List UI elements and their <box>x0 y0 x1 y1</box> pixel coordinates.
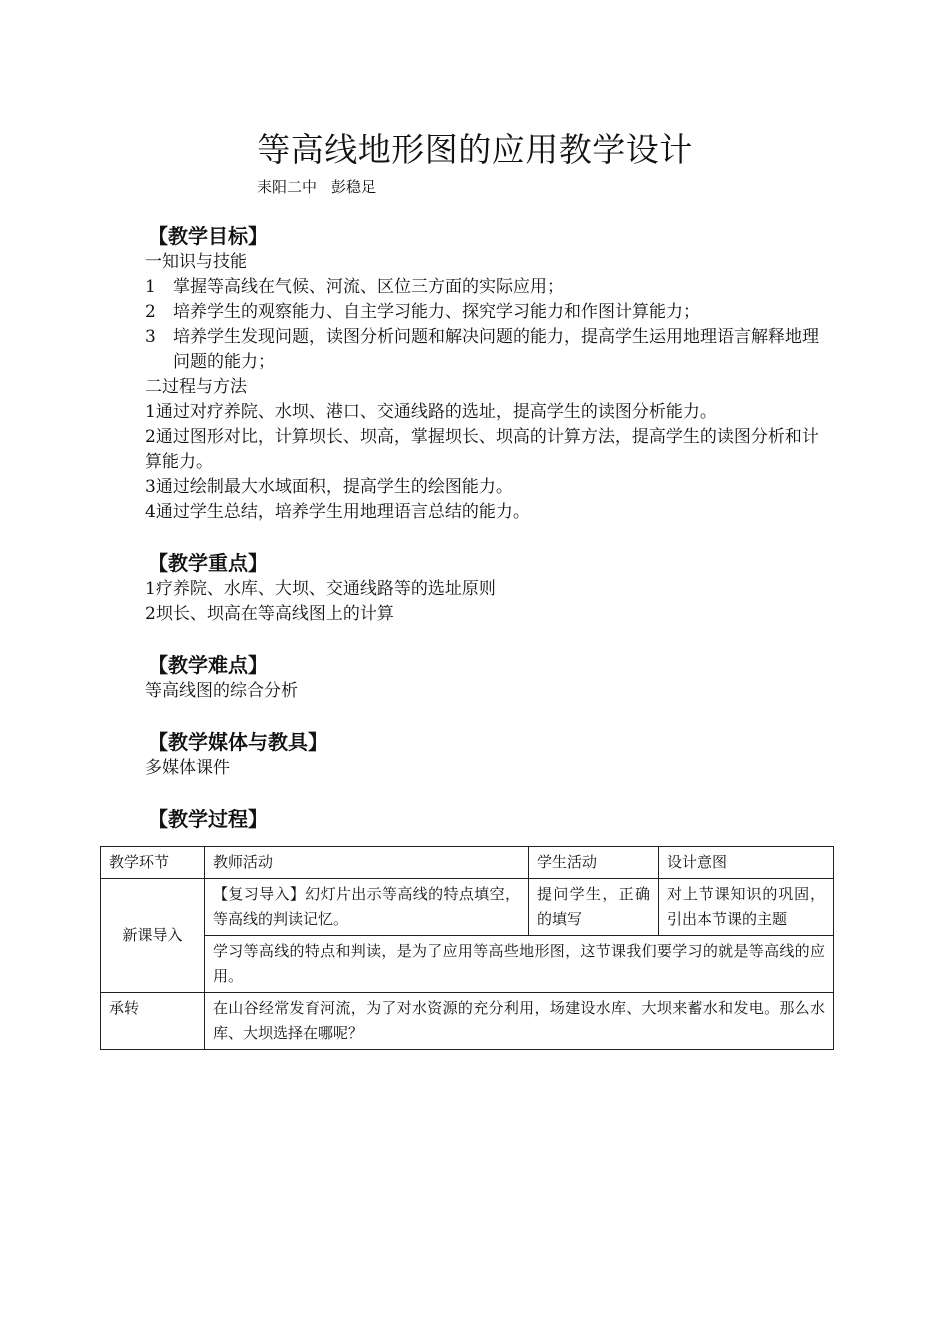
table-header-row <box>101 847 834 879</box>
header-cell-teacher: 教师活动 <box>205 847 529 879</box>
item-text: 培养学生发现问题，读图分析问题和解决问题的能力，提高学生运用地理语言解释地理问题的能力； <box>173 327 819 372</box>
goals-subheading-process: 二过程与方法 <box>145 377 247 397</box>
student-activity-cell: 提问学生，正确的填写 <box>529 879 659 936</box>
keypoints-heading: 【教学重点】 <box>148 551 268 575</box>
media-heading: 【教学媒体与教具】 <box>148 730 328 754</box>
table-row <box>101 936 834 993</box>
header-cell-stage: 教学环节 <box>101 847 205 879</box>
goals-heading: 【教学目标】 <box>148 224 268 248</box>
knowledge-item <box>145 300 825 325</box>
process-item: 3通过绘制最大水域面积，提高学生的绘图能力。 <box>145 477 513 497</box>
item-number: 1 <box>145 277 156 297</box>
stage-cell: 承转 <box>101 993 205 1050</box>
teacher-activity-cell: 【复习导入】幻灯片出示等高线的特点填空，等高线的判读记忆。 <box>205 879 529 936</box>
school-name: 耒阳二中 <box>257 178 318 196</box>
process-heading: 【教学过程】 <box>148 807 268 831</box>
author-line <box>257 176 376 198</box>
merged-cell: 学习等高线的特点和判读，是为了应用等高些地形图，这节课我们要学习的就是等高线的应用。 <box>205 936 834 993</box>
stage-cell: 新课导入 <box>101 879 205 993</box>
knowledge-item <box>145 275 825 300</box>
goals-subheading-knowledge: 一知识与技能 <box>145 252 247 272</box>
item-number: 2 <box>145 302 156 322</box>
item-text: 掌握等高线在气候、河流、区位三方面的实际应用； <box>173 277 564 297</box>
keypoint-item: 2坝长、坝高在等高线图上的计算 <box>145 604 394 624</box>
header-cell-student: 学生活动 <box>529 847 659 879</box>
difficulty-heading: 【教学难点】 <box>148 653 268 677</box>
process-item: 4通过学生总结，培养学生用地理语言总结的能力。 <box>145 502 530 522</box>
keypoint-item: 1疗养院、水库、大坝、交通线路等的选址原则 <box>145 579 496 599</box>
knowledge-item <box>145 325 825 375</box>
design-intent-cell: 对上节课知识的巩固，引出本节课的主题 <box>659 879 834 936</box>
document-title: 等高线地形图的应用教学设计 <box>257 130 693 169</box>
merged-cell: 在山谷经常发育河流，为了对水资源的充分利用，场建设水库、大坝来蓄水和发电。那么水库、大坝选择在哪呢？ <box>205 993 834 1050</box>
table-row <box>101 879 834 936</box>
document-body <box>145 222 825 833</box>
media-text: 多媒体课件 <box>145 758 230 778</box>
difficulty-text: 等高线图的综合分析 <box>145 681 298 701</box>
author-name: 彭稳足 <box>331 178 377 196</box>
item-number: 3 <box>145 327 156 347</box>
item-text: 培养学生的观察能力、自主学习能力、探究学习能力和作图计算能力； <box>173 302 700 322</box>
process-item: 2通过图形对比，计算坝长、坝高，掌握坝长、坝高的计算方法，提高学生的读图分析和计算能力。 <box>145 427 819 472</box>
process-item: 1通过对疗养院、水坝、港口、交通线路的选址，提高学生的读图分析能力。 <box>145 402 717 422</box>
teaching-process-table <box>100 846 834 1050</box>
table-row <box>101 993 834 1050</box>
header-cell-intent: 设计意图 <box>659 847 834 879</box>
